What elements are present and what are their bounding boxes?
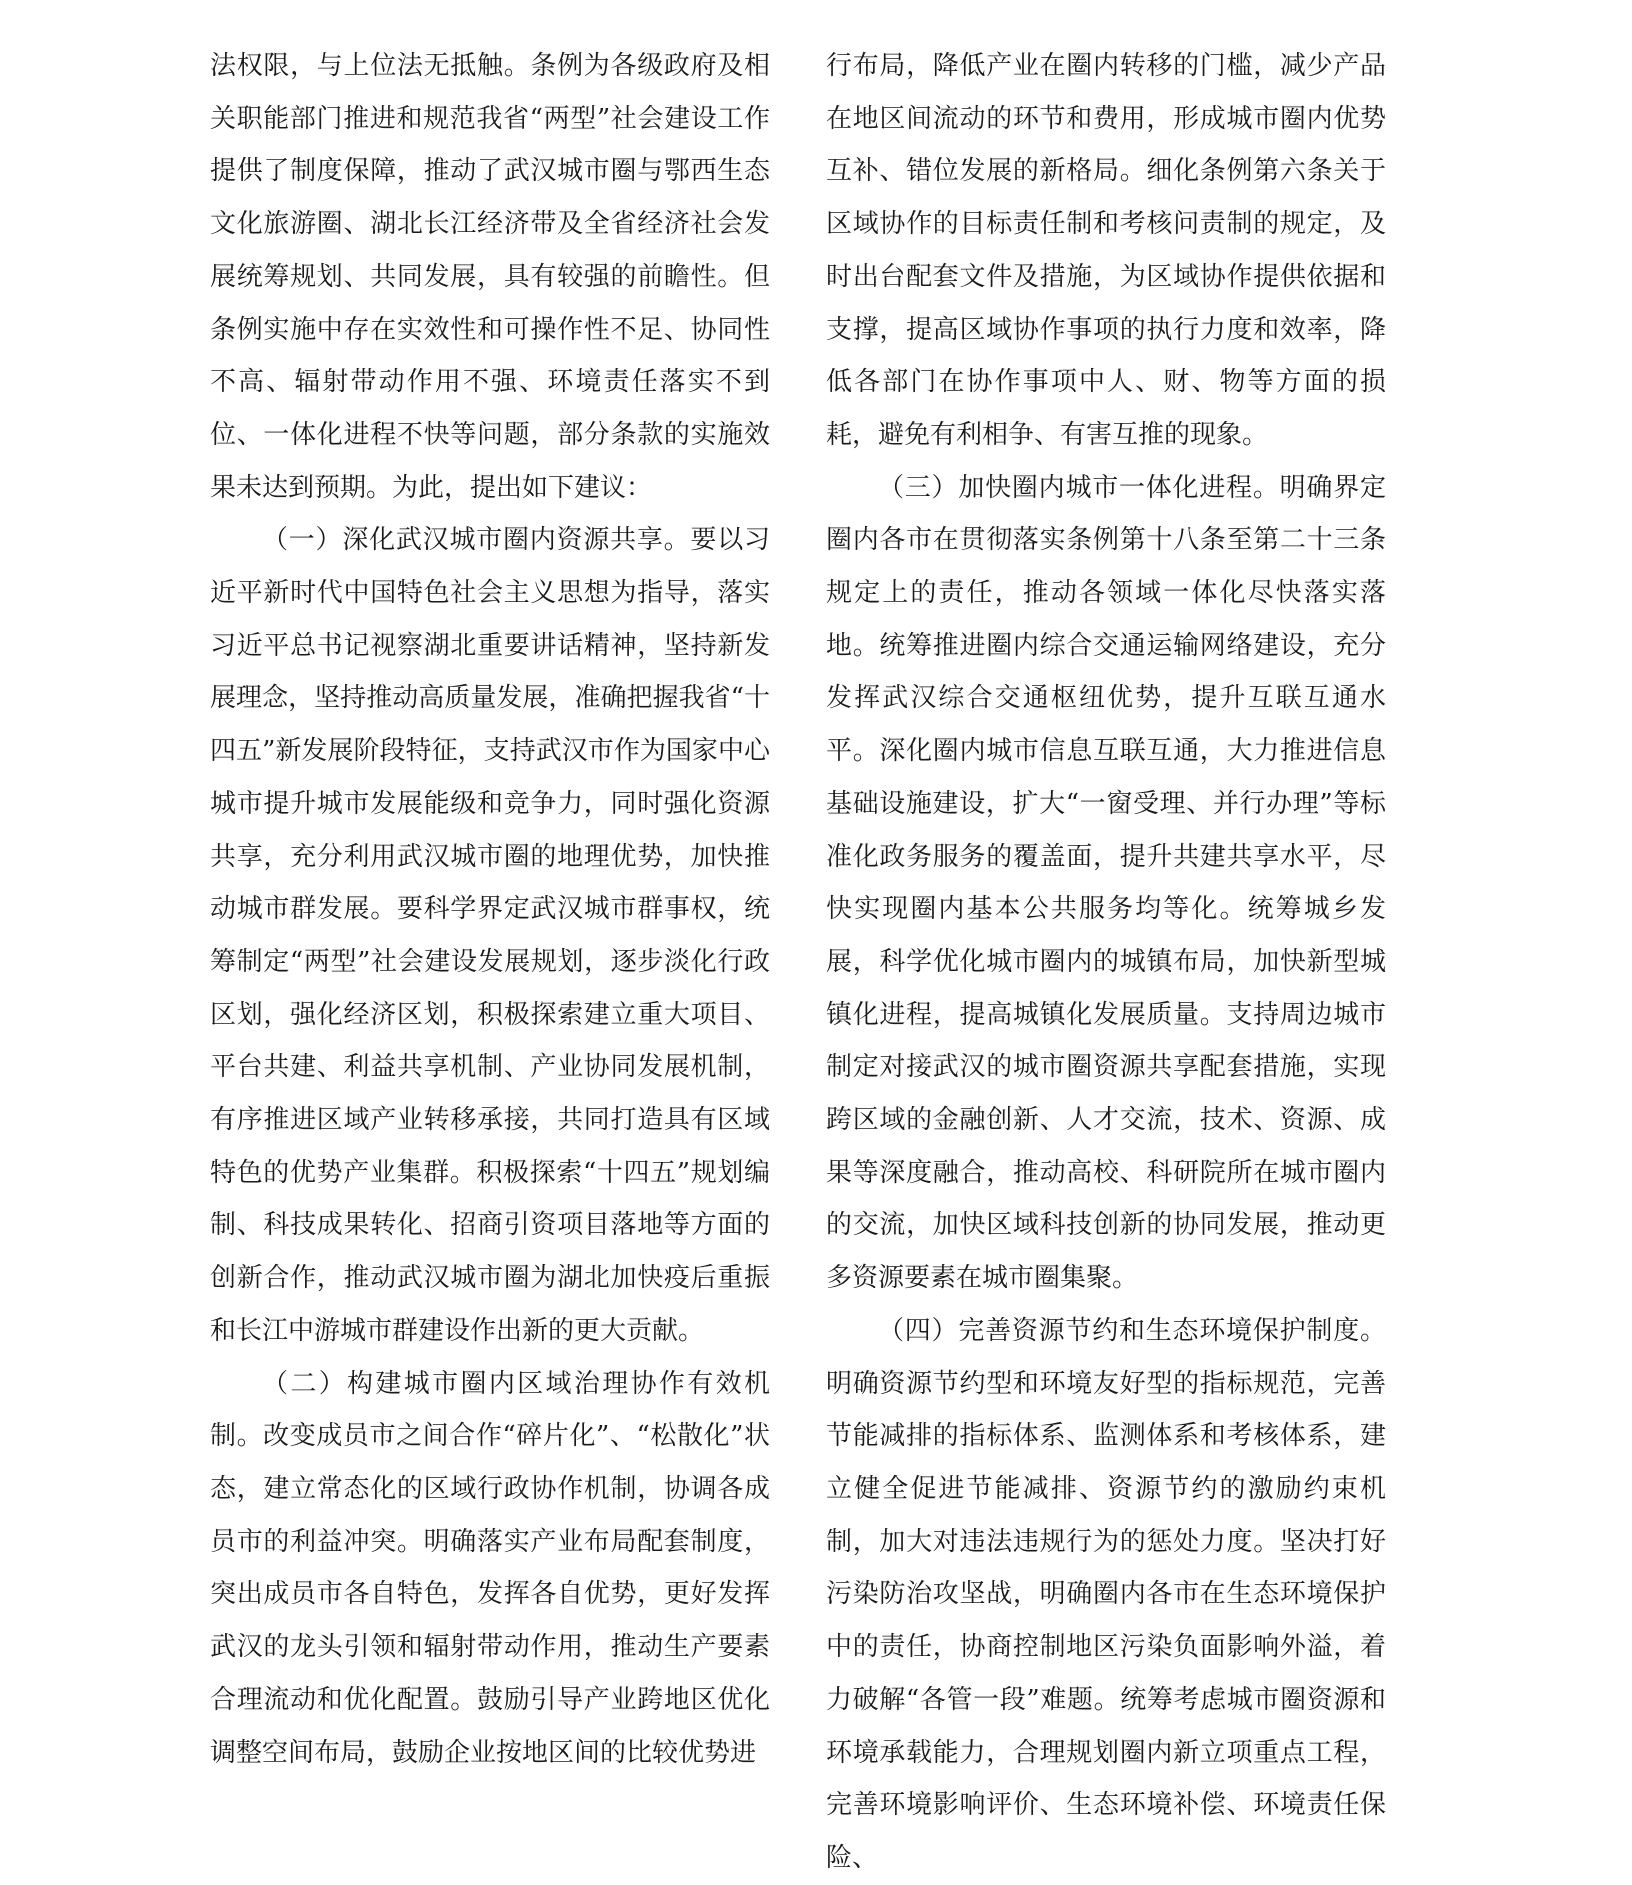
- paragraph-continued: 行布局，降低产业在圈内转移的门槛，减少产品在地区间流动的环节和费用，形成城市圈内优势互补、错位发展的新格局。细化条例第六条关于区域协作的目标责任制和考核问责制的规定，及时出台配套文件及措施，为区域协作提供依据和支撑，提高区域协作事项的执行力度和效率，降低各部门在协作事项中人、财、物等方面的损耗，避免有利相争、有害互推的现象。: [826, 51, 1386, 450]
- left-column: [210, 40, 770, 1779]
- paragraph-section-1: （一）深化武汉城市圈内资源共享。要以习近平新时代中国特色社会主义思想为指导，落实习近平总书记视察湖北重要讲话精神，坚持新发展理念，坚持推动高质量发展，准确把握我省“十四五”新发展阶段特征，支持武汉市作为国家中心城市提升城市发展能级和竞争力，同时强化资源共享，充分利用武汉城市圈的地理优势，加快推动城市群发展。要科学界定武汉城市群事权，统筹制定“两型”社会建设发展规划，逐步淡化行政区划，强化经济区划，积极探索建立重大项目、平台共建、利益共享机制、产业协同发展机制，有序推进区域产业转移承接，共同打造具有区域特色的优势产业集群。积极探索“十四五”规划编制、科技成果转化、招商引资项目落地等方面的创新合作，推动武汉城市圈为湖北加快疫后重振和长江中游城市群建设作出新的更大贡献。: [210, 525, 770, 1346]
- paragraph-section-4: （四）完善资源节约和生态环境保护制度。明确资源节约型和环境友好型的指标规范，完善节能减排的指标体系、监测体系和考核体系，建立健全促进节能减排、资源节约的激励约束机制，加大对违法违规行为的惩处力度。坚决打好污染防治攻坚战，明确圈内各市在生态环境保护中的责任，协商控制地区污染负面影响外溢，着力破解“各管一段”难题。统筹考虑城市圈资源和环境承载能力，合理规划圈内新立项重点工程，完善环境影响评价、生态环境补偿、环境责任保险、: [826, 1315, 1386, 1873]
- right-column: [826, 40, 1386, 1885]
- paragraph-continued: 法权限，与上位法无抵触。条例为各级政府及相关职能部门推进和规范我省“两型”社会建设工作提供了制度保障，推动了武汉城市圈与鄂西生态文化旅游圈、湖北长江经济带及全省经济社会发展统筹规划、共同发展，具有较强的前瞻性。但条例实施中存在实效性和可操作性不足、协同性不高、辐射带动作用不强、环境责任落实不到位、一体化进程不快等问题，部分条款的实施效果未达到预期。为此，提出如下建议：: [210, 51, 770, 503]
- paragraph-section-2: （二）构建城市圈内区域治理协作有效机制。改变成员市之间合作“碎片化”、“松散化”状态，建立常态化的区域行政协作机制，协调各成员市的利益冲突。明确落实产业布局配套制度，突出成员市各自特色，发挥各自优势，更好发挥武汉的龙头引领和辐射带动作用，推动生产要素合理流动和优化配置。鼓励引导产业跨地区优化调整空间布局，鼓励企业按地区间的比较优势进: [210, 1368, 770, 1768]
- paragraph-section-3: （三）加快圈内城市一体化进程。明确界定圈内各市在贯彻落实条例第十八条至第二十三条规定上的责任，推动各领域一体化尽快落实落地。统筹推进圈内综合交通运输网络建设，充分发挥武汉综合交通枢纽优势，提升互联互通水平。深化圈内城市信息互联互通，大力推进信息基础设施建设，扩大“一窗受理、并行办理”等标准化政务服务的覆盖面，提升共建共享水平，尽快实现圈内基本公共服务均等化。统筹城乡发展，科学优化城市圈内的城镇布局，加快新型城镇化进程，提高城镇化发展质量。支持周边城市制定对接武汉的城市圈资源共享配套措施，实现跨区域的金融创新、人才交流，技术、资源、成果等深度融合，推动高校、科研院所在城市圈内的交流，加快区域科技创新的协同发展，推动更多资源要素在城市圈集聚。: [826, 472, 1386, 1294]
